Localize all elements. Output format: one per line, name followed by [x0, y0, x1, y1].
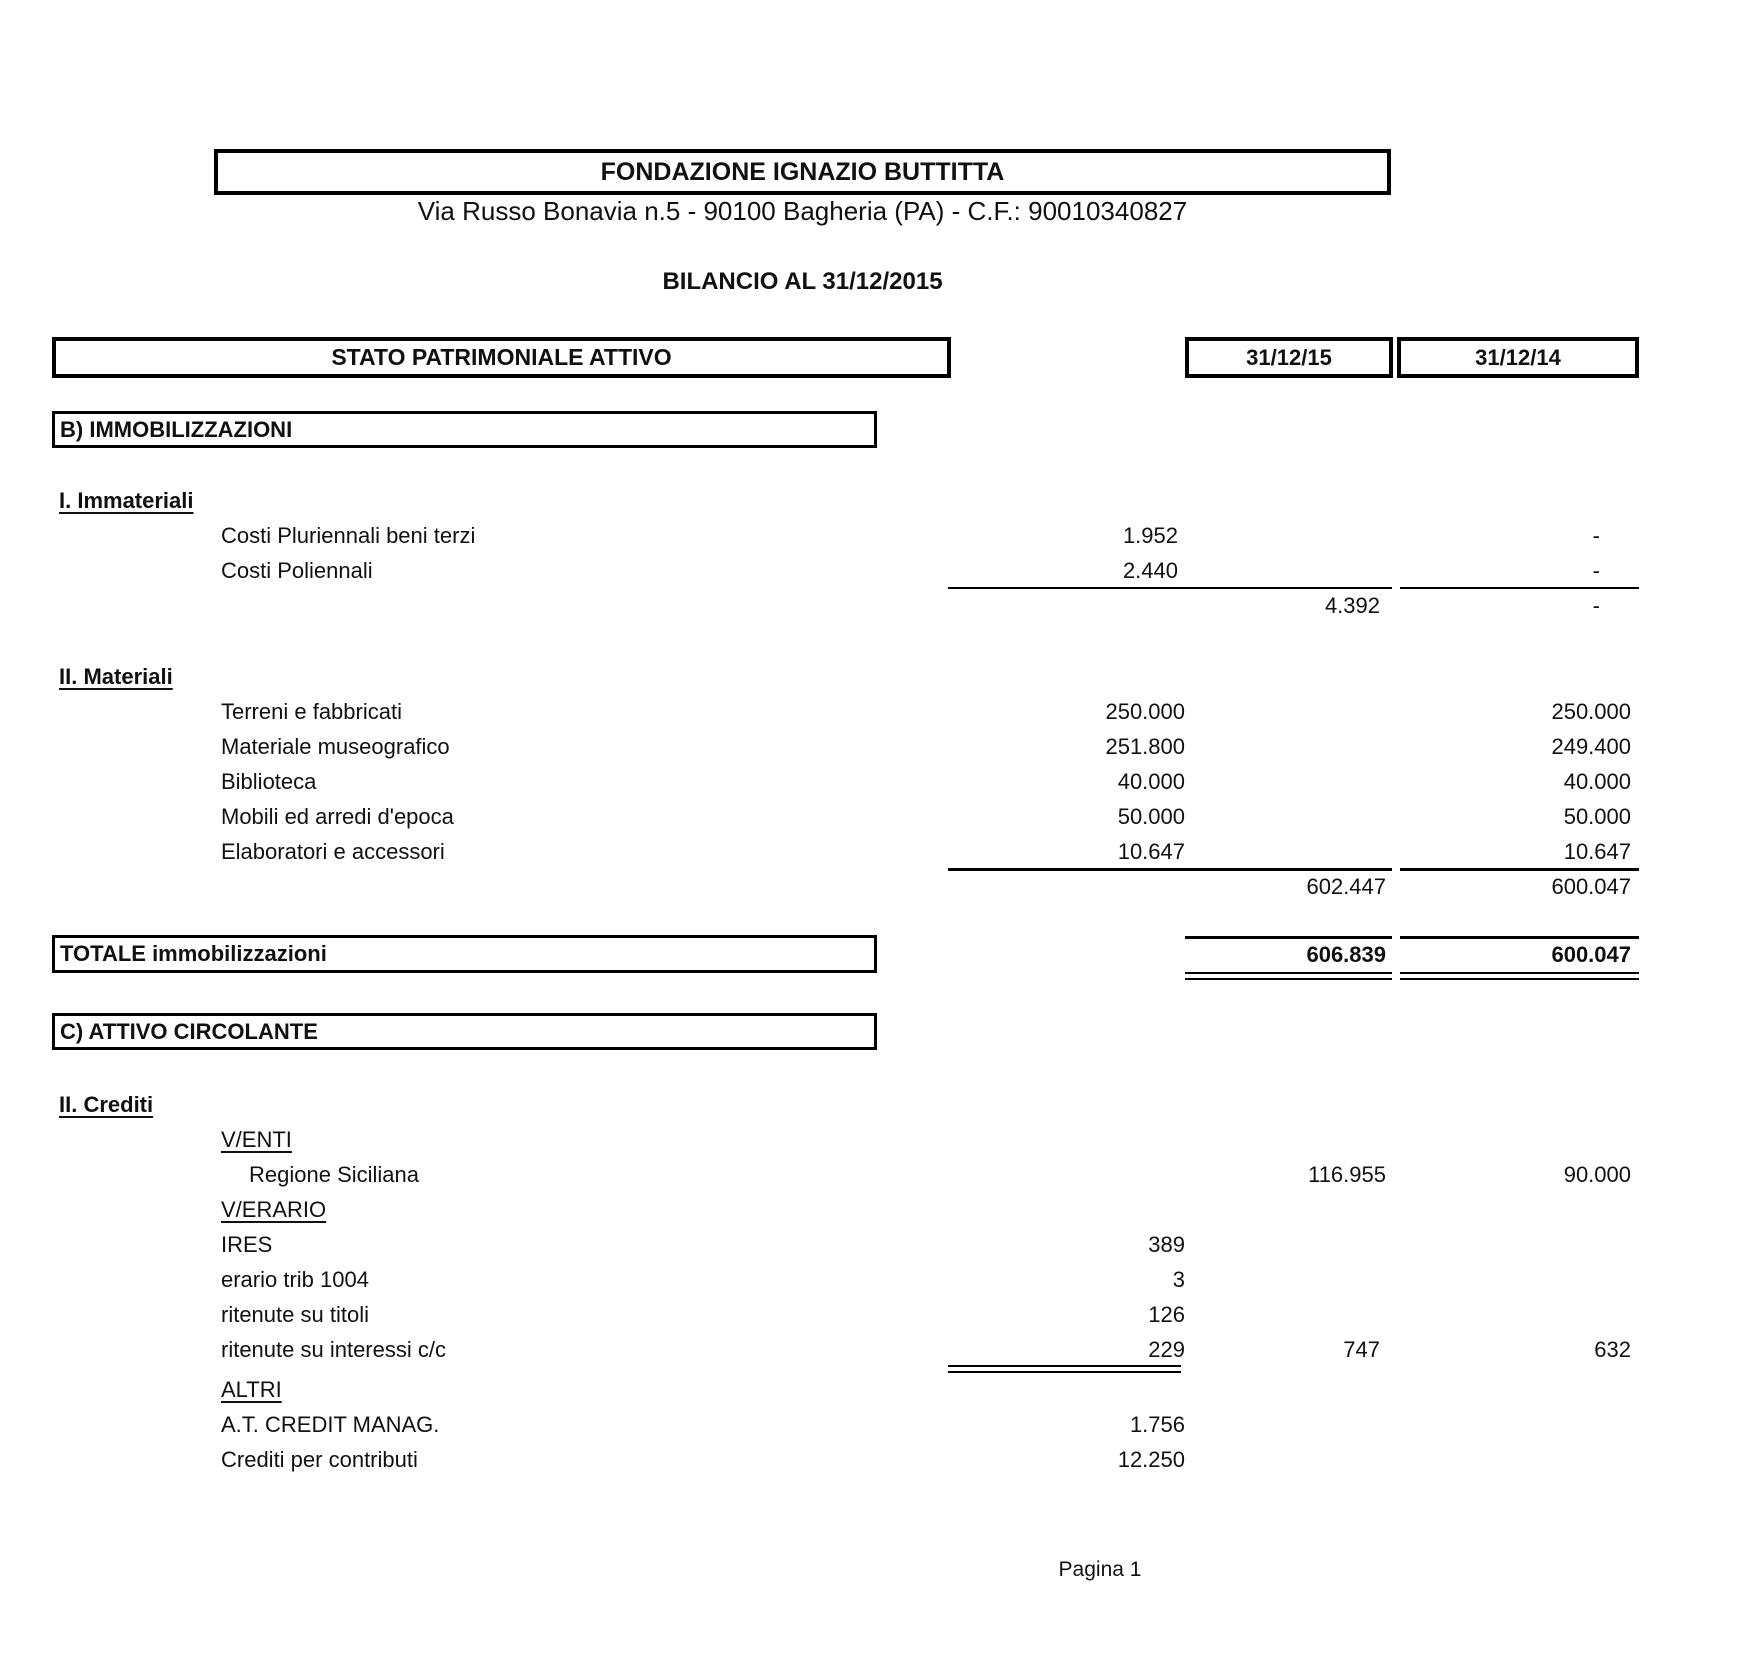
section-header-box [52, 337, 951, 378]
row-2014: 40.000 [1563, 769, 1631, 794]
row-label: Costi Pluriennali beni terzi [221, 523, 476, 548]
subtotal-rule [1400, 868, 1639, 871]
row-label: Mobili ed arredi d'epoca [221, 804, 454, 829]
row-detail: 251.800 [1105, 734, 1185, 759]
foundation-title-box [214, 149, 1391, 195]
immateriali-label: I. Immateriali [59, 488, 194, 513]
row-detail: 3 [1172, 1267, 1185, 1292]
row-detail: 2.440 [1122, 558, 1178, 583]
row-detail: 12.250 [1117, 1447, 1185, 1472]
foundation-title: FONDAZIONE IGNAZIO BUTTITTA [600, 157, 1005, 186]
erario-total-2015: 747 [1343, 1337, 1380, 1362]
row-detail: 10.647 [1117, 839, 1185, 864]
row-label: ritenute su interessi c/c [221, 1337, 446, 1362]
immateriali-total-2015: 4.392 [1324, 593, 1380, 618]
row-detail: 229 [1148, 1337, 1185, 1362]
col-2015-header: 31/12/15 [1246, 344, 1332, 370]
row-label: A.T. CREDIT MANAG. [221, 1412, 440, 1437]
total-double-rule [1400, 972, 1639, 980]
row-label: Materiale museografico [221, 734, 450, 759]
row-2014: 10.647 [1563, 839, 1631, 864]
col-2015-box [1185, 337, 1393, 378]
row-2014: 250.000 [1551, 699, 1631, 724]
row-detail: 126 [1148, 1302, 1185, 1327]
materiali-total-2014: 600.047 [1551, 874, 1631, 899]
attivo-circolante-heading: C) ATTIVO CIRCOLANTE [60, 1018, 318, 1044]
regione-2015: 116.955 [1308, 1162, 1386, 1187]
row-label: ritenute su titoli [221, 1302, 369, 1327]
immateriali-total-2014: - [1592, 593, 1600, 618]
subtotal-rule [948, 868, 1392, 871]
address-line: Via Russo Bonavia n.5 - 90100 Bagheria (PA) - C.F.: 90010340827 [417, 196, 1188, 226]
v-enti-label: V/ENTI [221, 1127, 292, 1152]
col-2014-box [1397, 337, 1639, 378]
page-number: Pagina 1 [1058, 1558, 1142, 1581]
row-2014: - [1592, 523, 1600, 548]
totale-immobilizzazioni-label: TOTALE immobilizzazioni [60, 941, 327, 966]
erario-double-rule [948, 1365, 1181, 1373]
section-header: STATO PATRIMONIALE ATTIVO [331, 344, 672, 370]
total-double-rule [1185, 972, 1392, 980]
document-subtitle: BILANCIO AL 31/12/2015 [662, 268, 943, 295]
row-label: Crediti per contributi [221, 1447, 418, 1472]
immobilizzazioni-heading-box [52, 411, 877, 448]
col-2014-header: 31/12/14 [1475, 344, 1561, 370]
row-2014: 249.400 [1551, 734, 1631, 759]
materiali-total-2015: 602.447 [1306, 874, 1386, 899]
regione-2014: 90.000 [1563, 1162, 1631, 1187]
totale-2015: 606.839 [1306, 942, 1386, 967]
crediti-label: II. Crediti [59, 1092, 154, 1117]
row-label: IRES [221, 1232, 273, 1257]
totale-2014: 600.047 [1551, 942, 1631, 967]
row-label: Biblioteca [221, 769, 317, 794]
attivo-circolante-heading-box [52, 1013, 877, 1050]
row-2014: - [1592, 558, 1600, 583]
v-erario-label: V/ERARIO [221, 1197, 327, 1222]
row-detail: 40.000 [1117, 769, 1185, 794]
row-label: Terreni e fabbricati [221, 699, 402, 724]
row-label: Regione Siciliana [249, 1162, 419, 1187]
row-detail: 250.000 [1105, 699, 1185, 724]
row-detail: 50.000 [1117, 804, 1185, 829]
total-top-rule [1400, 936, 1639, 939]
altri-label: ALTRI [221, 1377, 282, 1402]
row-detail: 1.756 [1129, 1412, 1185, 1437]
subtotal-rule [1400, 587, 1639, 589]
total-top-rule [1185, 936, 1392, 939]
row-detail: 1.952 [1122, 523, 1178, 548]
immobilizzazioni-heading: B) IMMOBILIZZAZIONI [60, 416, 293, 442]
row-label: Costi Poliennali [221, 558, 373, 583]
erario-total-2014: 632 [1594, 1337, 1631, 1362]
subtotal-rule [948, 587, 1392, 589]
row-detail: 389 [1148, 1232, 1185, 1257]
totale-immobilizzazioni-box [52, 935, 877, 973]
materiali-label: II. Materiali [59, 664, 173, 689]
row-2014: 50.000 [1563, 804, 1631, 829]
row-label: erario trib 1004 [221, 1267, 369, 1292]
row-label: Elaboratori e accessori [221, 839, 445, 864]
